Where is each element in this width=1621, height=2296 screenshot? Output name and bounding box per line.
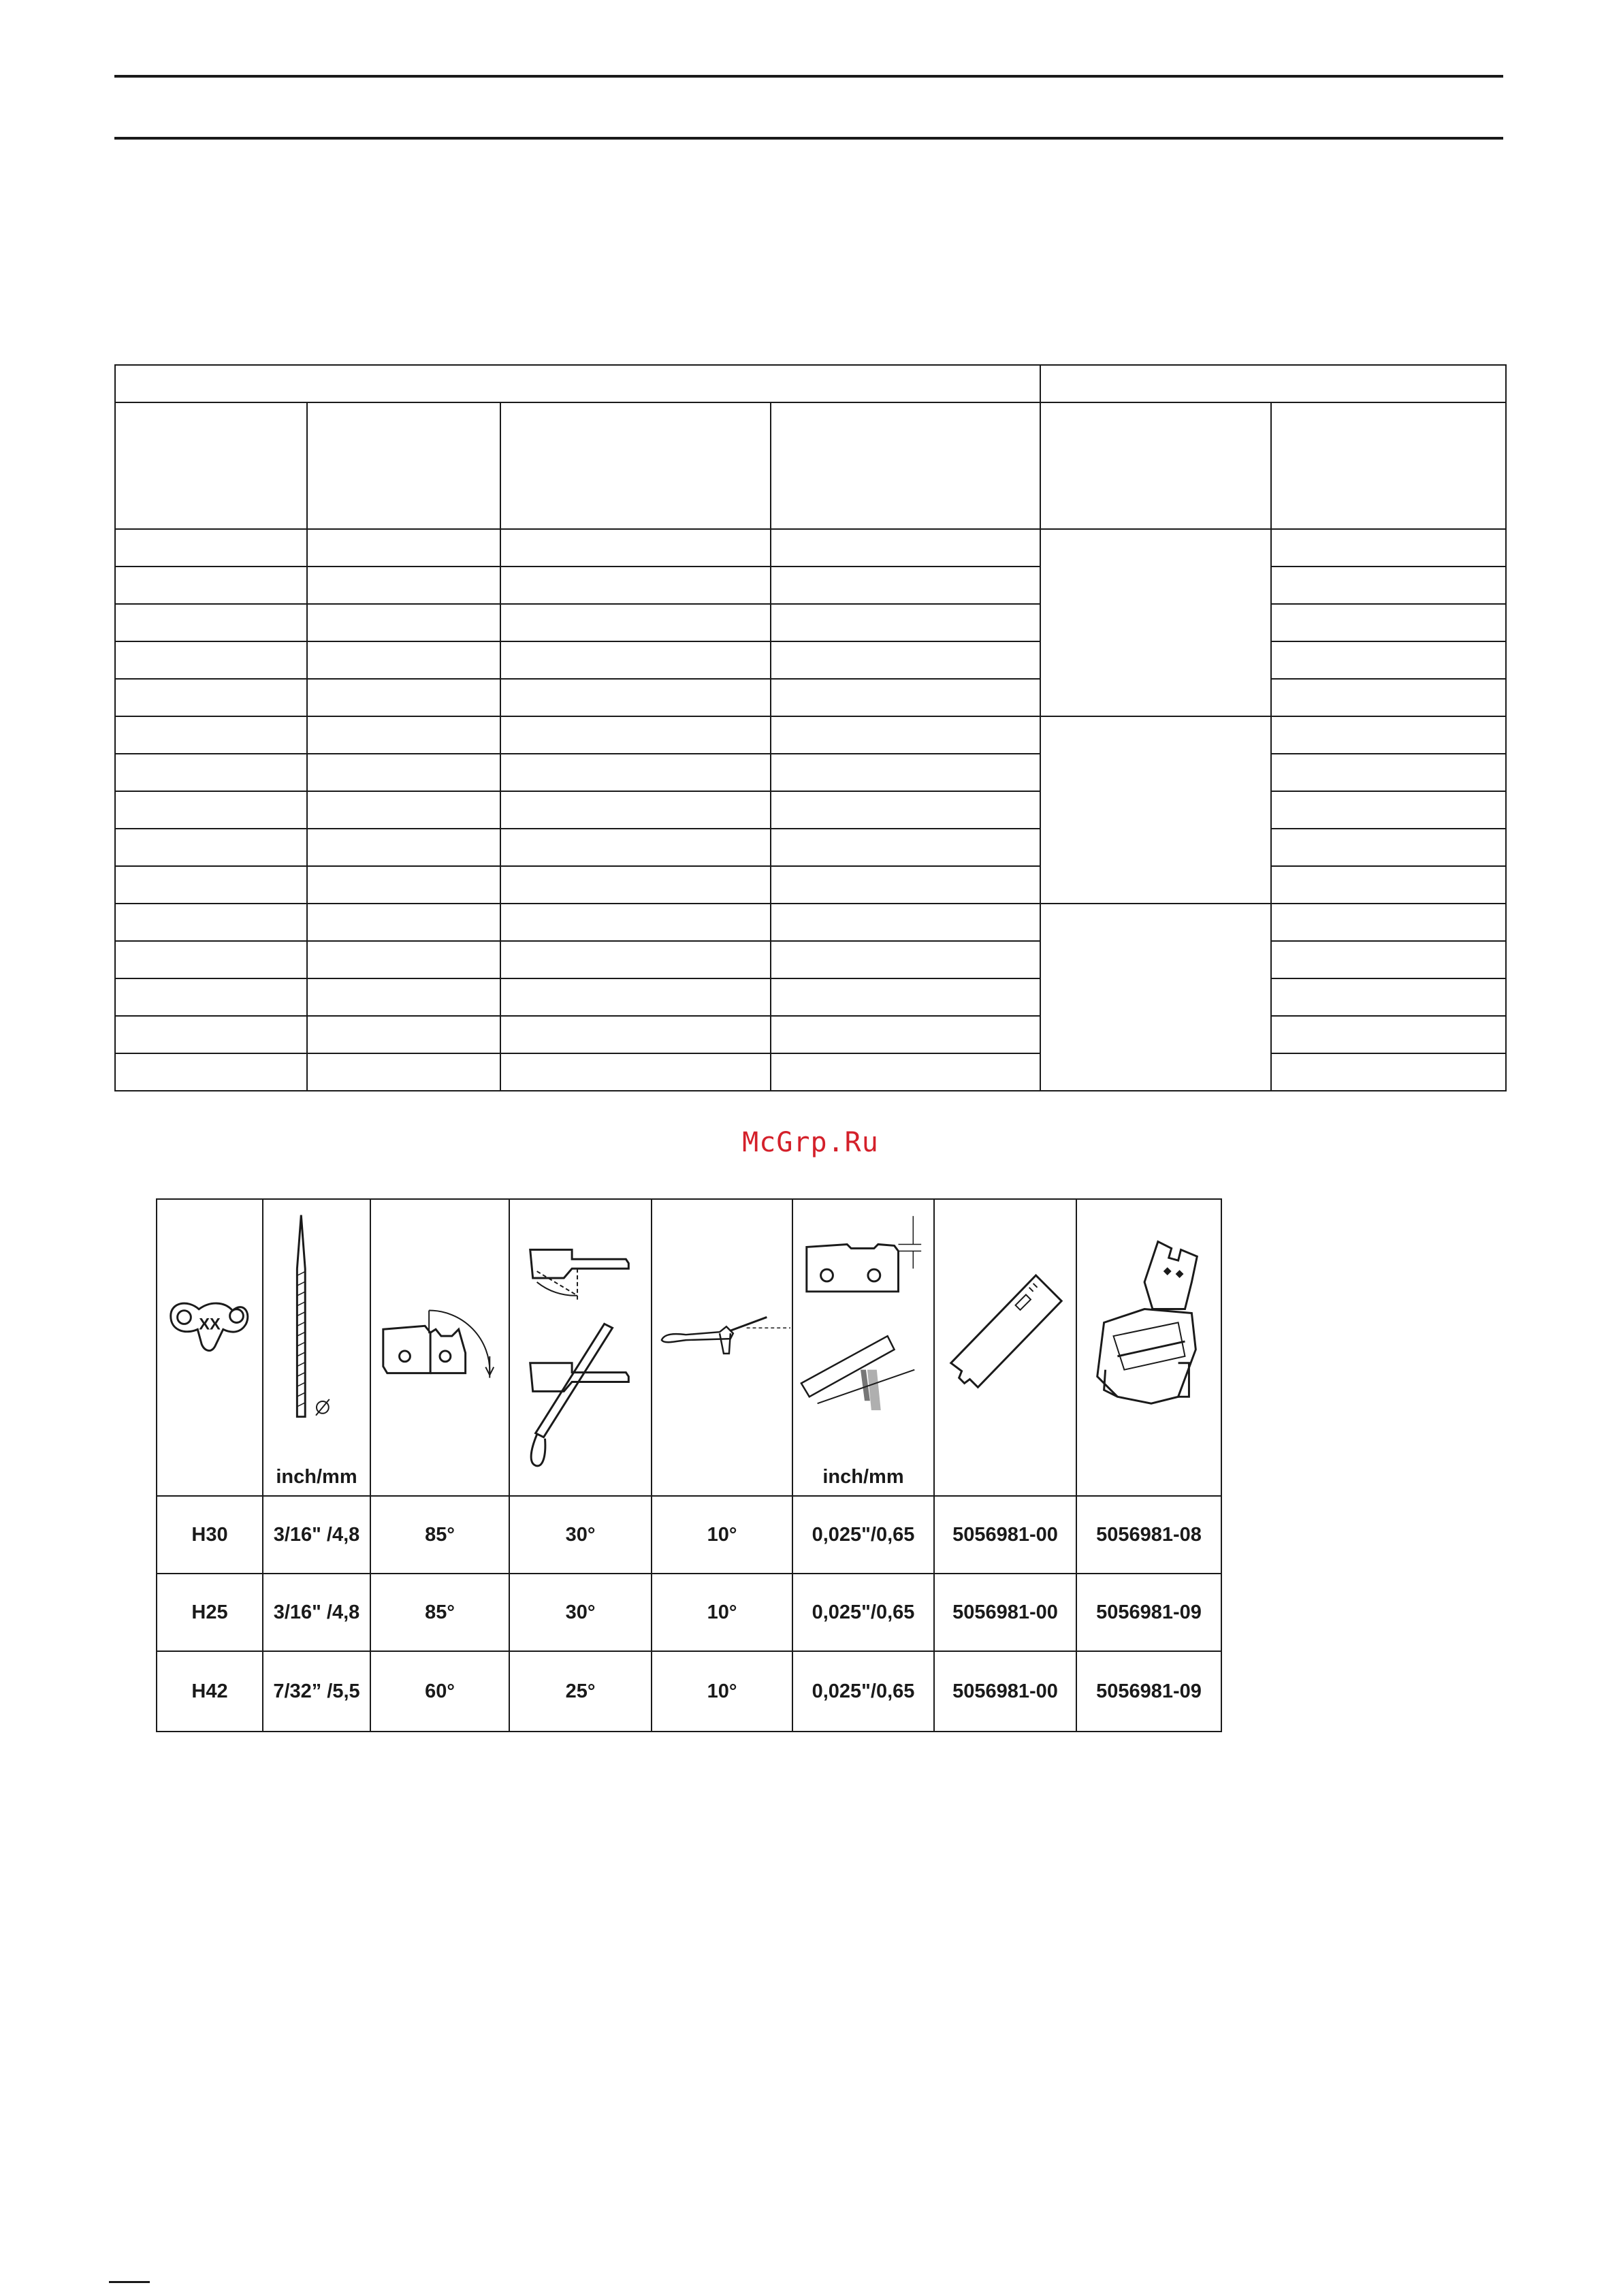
- file-diameter-unit: inch/mm: [276, 1466, 357, 1488]
- file-diameter-cell: [263, 1199, 370, 1496]
- gauge-tool-part-number: 5056981-00: [934, 1496, 1076, 1574]
- svg-text:XX: XX: [199, 1316, 221, 1334]
- depth-gauge-setting: 0,025"/0,65: [792, 1574, 934, 1651]
- file-guide-part-number: 5056981-09: [1076, 1574, 1221, 1651]
- top-rule: [114, 75, 1503, 78]
- filing-angle: 25°: [509, 1651, 652, 1732]
- cutter-marking-cell: [157, 1199, 263, 1496]
- depth-gauge-cell: [792, 1199, 934, 1496]
- chain-type: H42: [157, 1651, 263, 1732]
- filing-angle-icon: [510, 1200, 651, 1495]
- top-plate-angle: 85°: [370, 1574, 509, 1651]
- depth-gauge-setting: 0,025"/0,65: [792, 1496, 934, 1574]
- column-header: [771, 402, 1040, 529]
- merged-cell: [1040, 529, 1271, 716]
- filing-angle: 30°: [509, 1574, 652, 1651]
- gauge-tool-part-number: 5056981-00: [934, 1574, 1076, 1651]
- file-guide-tool-icon: [1077, 1200, 1221, 1495]
- tilt-angle: 10°: [652, 1651, 792, 1732]
- chain-type: H25: [157, 1574, 263, 1651]
- file-guide-part-number: 5056981-08: [1076, 1496, 1221, 1574]
- filing-angle-cell: [509, 1199, 652, 1496]
- file-size: 3/16" /4,8: [263, 1574, 370, 1651]
- column-header: [1271, 402, 1506, 529]
- file-size: 7/32” /5,5: [263, 1651, 370, 1732]
- gauge-tool-part-number: 5056981-00: [934, 1651, 1076, 1732]
- depth-gauge-setting-icon: [793, 1200, 933, 1495]
- merged-cell: [1040, 716, 1271, 904]
- top-plate-angle: 60°: [370, 1651, 509, 1732]
- filing-angle: 30°: [509, 1496, 652, 1574]
- file-guide-cell: [1076, 1199, 1221, 1496]
- merged-cell: [1040, 904, 1271, 1091]
- depth-gauge-setting: 0,025"/0,65: [792, 1651, 934, 1732]
- tilt-angle: 10°: [652, 1496, 792, 1574]
- table-row: [157, 1651, 1221, 1732]
- specification-table: [114, 364, 1507, 1091]
- table-row: [157, 1574, 1221, 1651]
- sharpening-table: [156, 1198, 1222, 1732]
- column-header: [500, 402, 771, 529]
- table-group-header: [115, 365, 1040, 402]
- round-file-icon: [263, 1200, 370, 1495]
- watermark: McGrp.Ru: [742, 1127, 879, 1158]
- depth-gauge-tool-icon: [935, 1200, 1076, 1495]
- column-header: [307, 402, 500, 529]
- file-size: 3/16" /4,8: [263, 1496, 370, 1574]
- top-plate-angle: 85°: [370, 1496, 509, 1574]
- depth-gauge-tool-cell: [934, 1199, 1076, 1496]
- table-row: [157, 1496, 1221, 1574]
- depth-gauge-unit: inch/mm: [822, 1466, 904, 1488]
- file-holder-tilt-cell: [652, 1199, 792, 1496]
- tilt-angle: 10°: [652, 1574, 792, 1651]
- chain-type: H30: [157, 1496, 263, 1574]
- file-holder-tilt-icon: [652, 1200, 792, 1495]
- top-plate-angle-icon: [371, 1200, 509, 1495]
- cutter-marking-icon: [157, 1200, 262, 1495]
- column-header: [1040, 402, 1271, 529]
- top-plate-angle-cell: [370, 1199, 509, 1496]
- table-group-header: [1040, 365, 1506, 402]
- header-rule: [114, 137, 1503, 140]
- column-header: [115, 402, 307, 529]
- file-guide-part-number: 5056981-09: [1076, 1651, 1221, 1732]
